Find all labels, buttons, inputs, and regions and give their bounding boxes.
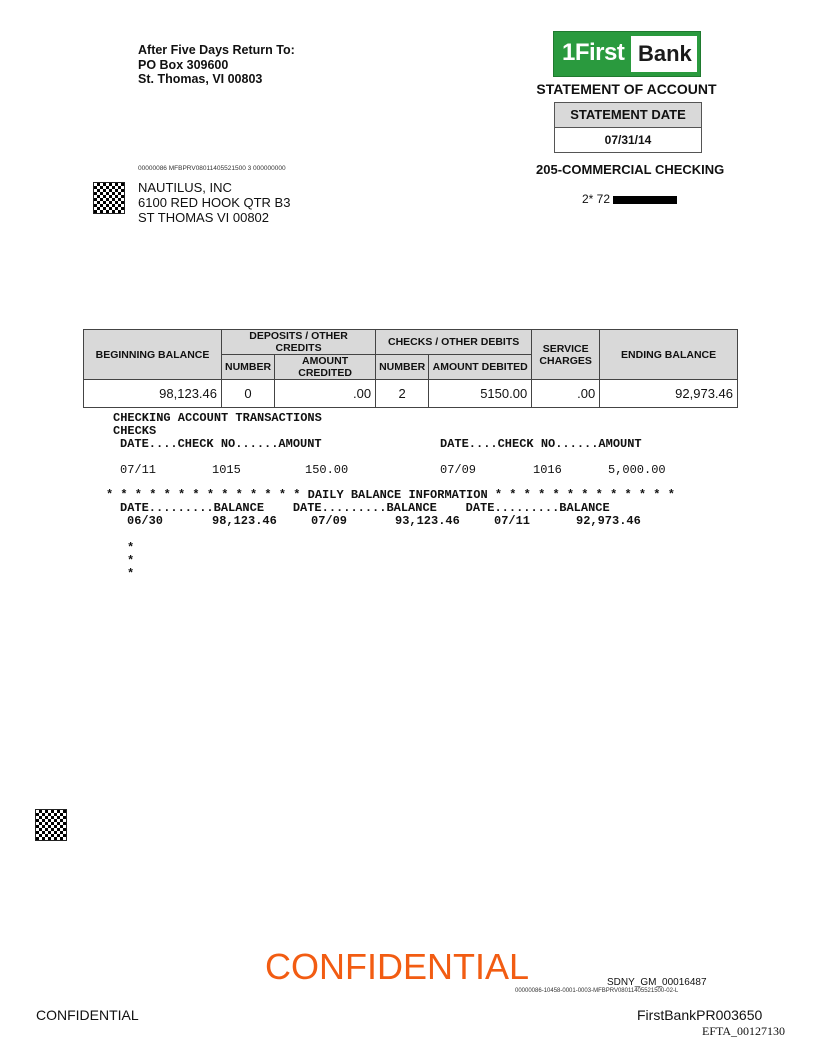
- logo-bank-box: [631, 36, 697, 72]
- transactions-title: CHECKING ACCOUNT TRANSACTIONS: [113, 411, 322, 425]
- logo-one-first: 1First: [562, 39, 625, 66]
- firstbank-logo: [553, 31, 701, 77]
- confidential-label: CONFIDENTIAL: [36, 1007, 139, 1023]
- header-checks-debits: CHECKS / OTHER DEBITS: [376, 330, 532, 355]
- header-amount-debited: AMOUNT DEBITED: [429, 355, 532, 380]
- redaction-bar: [613, 196, 677, 204]
- trailing-star: *: [127, 554, 135, 568]
- daily-balance-header: DATE.........BALANCE DATE.........BALANCE DATE.........BALANCE: [120, 501, 610, 515]
- value-ending-balance: 92,973.46: [600, 380, 738, 408]
- check-number: 1015: [212, 463, 241, 477]
- statement-date-box: [554, 102, 702, 153]
- checks-header-right: DATE....CHECK NO......AMOUNT: [440, 437, 642, 451]
- account-type: 205-COMMERCIAL CHECKING: [536, 162, 725, 177]
- header-ending-balance: ENDING BALANCE: [600, 330, 738, 380]
- value-check-number: 2: [376, 380, 429, 408]
- account-summary-table: [83, 329, 738, 408]
- account-number: 2* 72: [582, 192, 611, 206]
- balance-amount: 92,973.46: [576, 514, 641, 528]
- checks-subtitle: CHECKS: [113, 424, 157, 438]
- barcode-icon: [35, 809, 67, 841]
- statement-date-value: 07/31/14: [555, 128, 701, 152]
- return-address-line1: After Five Days Return To:: [138, 43, 295, 57]
- balance-amount: 93,123.46: [395, 514, 460, 528]
- trailing-star: *: [127, 541, 135, 555]
- mailing-name: NAUTILUS, INC: [138, 180, 232, 195]
- efta-number: EFTA_00127130: [702, 1024, 786, 1038]
- check-amount: 5,000.00: [608, 463, 666, 477]
- header-amount-credited: AMOUNT CREDITED: [275, 355, 376, 380]
- value-beginning-balance: 98,123.46: [84, 380, 222, 408]
- value-service-charges: .00: [532, 380, 600, 408]
- barcode-icon: [93, 182, 125, 214]
- balance-date: 07/11: [494, 514, 531, 528]
- return-address-line2: PO Box 309600: [138, 57, 229, 72]
- statement-date-label: STATEMENT DATE: [555, 103, 701, 128]
- value-amount-debited: 5150.00: [429, 380, 532, 408]
- value-deposit-number: 0: [222, 380, 275, 408]
- tracking-code: 00000086 MFBPRV08011405521500 3 000000000: [138, 165, 286, 172]
- return-address-line3: St. Thomas, VI 00803: [138, 72, 263, 86]
- daily-balance-banner: * * * * * * * * * * * * * * DAILY BALANCE INFORMATION * * * * * * * * * * * * *: [106, 488, 675, 502]
- header-service-charges: SERVICE CHARGES: [532, 330, 600, 380]
- value-amount-credited: .00: [275, 380, 376, 408]
- check-date: 07/09: [440, 463, 477, 477]
- sdny-stamp: SDNY_GM_00016487: [607, 977, 707, 988]
- summary-values-row: [84, 380, 738, 408]
- header-check-number: NUMBER: [376, 355, 429, 380]
- statement-title: STATEMENT OF ACCOUNT: [536, 81, 717, 97]
- mailing-city: ST THOMAS VI 00802: [138, 210, 270, 225]
- check-number: 1016: [533, 463, 562, 477]
- mailing-address: [138, 180, 290, 225]
- check-amount: 150.00: [305, 463, 349, 477]
- header-deposit-number: NUMBER: [222, 355, 275, 380]
- logo-bank-text: Bank: [638, 41, 692, 66]
- balance-date: 07/09: [311, 514, 348, 528]
- trailing-star: *: [127, 567, 135, 581]
- checks-header-left: DATE....CHECK NO......AMOUNT: [120, 437, 322, 451]
- confidential-watermark: CONFIDENTIAL: [265, 946, 530, 987]
- check-date: 07/11: [120, 463, 157, 477]
- return-address: [138, 43, 295, 87]
- balance-amount: 98,123.46: [212, 514, 277, 528]
- fine-print-code: 00000086-10458-0001-0003-MFBPRV08011405521500-02-L: [515, 988, 679, 994]
- mailing-street: 6100 RED HOOK QTR B3: [138, 195, 291, 210]
- bates-number: FirstBankPR003650: [637, 1007, 763, 1023]
- header-deposits: DEPOSITS / OTHER CREDITS: [222, 330, 376, 355]
- balance-date: 06/30: [127, 514, 164, 528]
- header-beginning-balance: BEGINNING BALANCE: [84, 330, 222, 380]
